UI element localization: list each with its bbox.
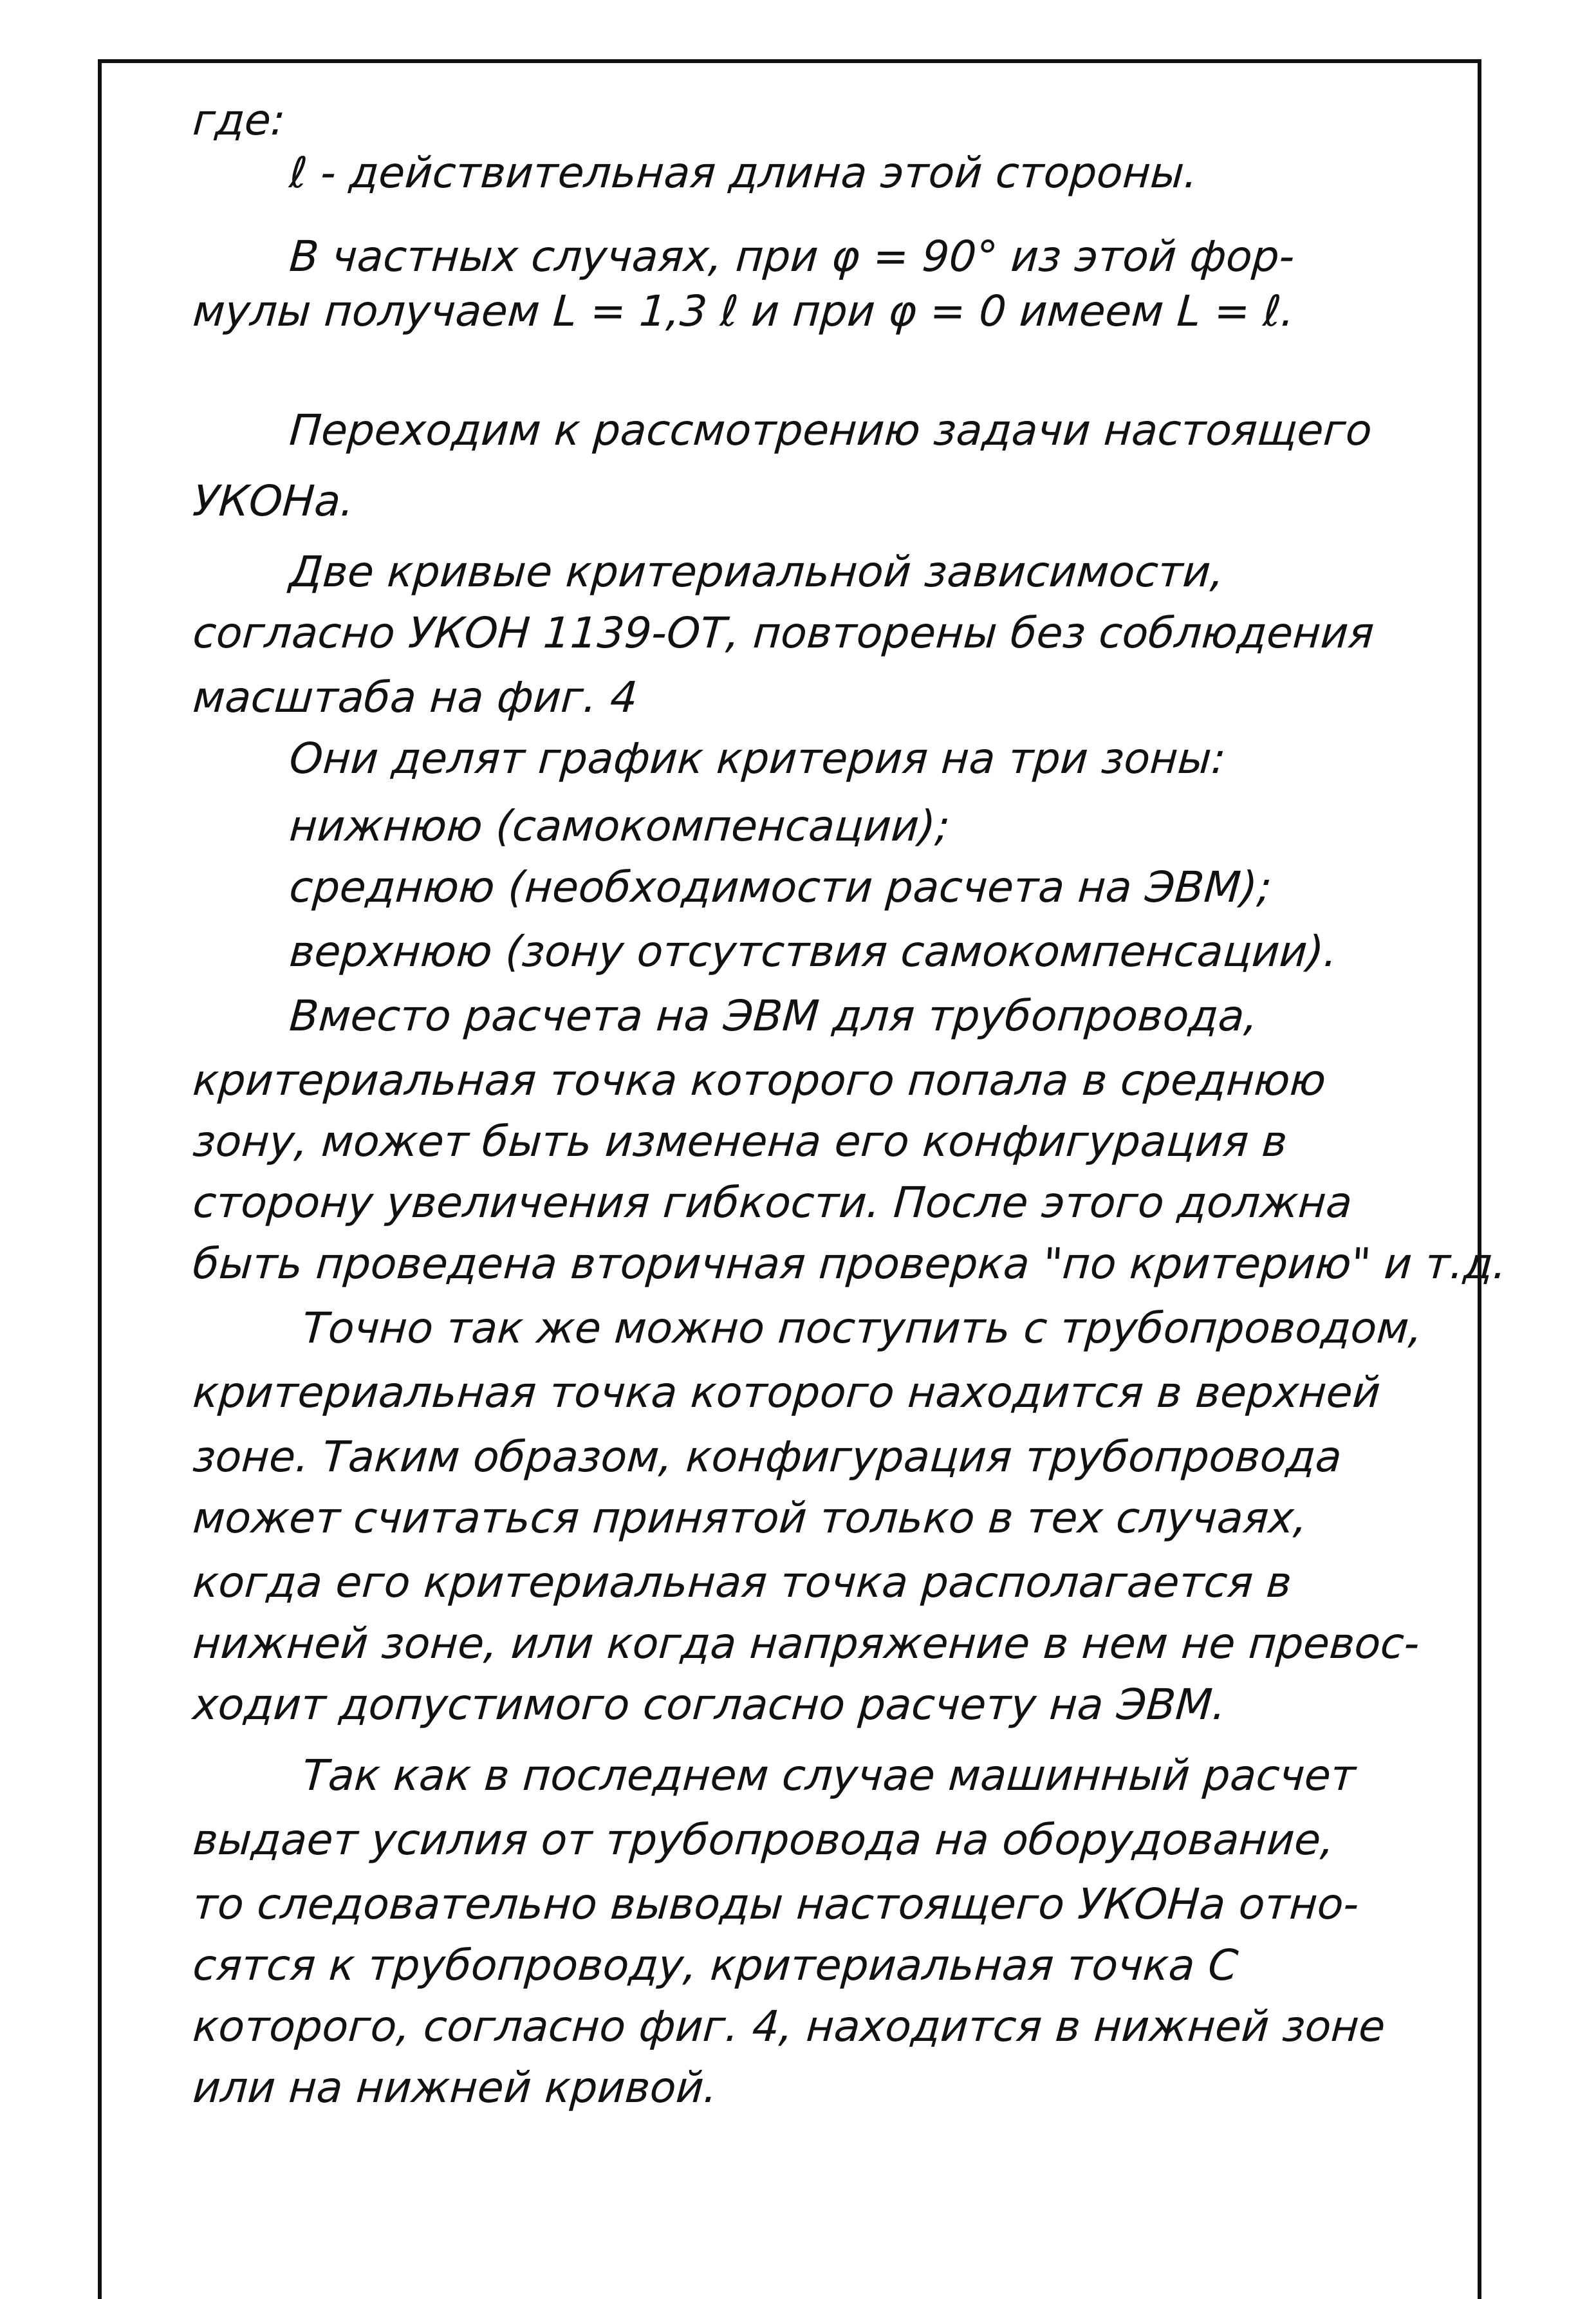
text-line: масштаба на фиг. 4 <box>191 673 640 722</box>
text-line: В частных случаях, при φ = 90° из этой фор- <box>288 232 1297 281</box>
text-line: Вместо расчета на ЭВМ для трубопровода, <box>288 991 1260 1041</box>
text-line: среднюю (необходимости расчета на ЭВМ); <box>288 862 1274 912</box>
text-line: когда его критериальная точка располагается в <box>191 1558 1294 1607</box>
text-line: выдает усилия от трубопровода на оборудование, <box>191 1815 1336 1865</box>
text-line: сятся к трубопроводу, критериальная точка С <box>191 1941 1240 1990</box>
text-line: согласно УКОН 1139-ОТ, повторены без соблюдения <box>191 608 1376 658</box>
text-line: Переходим к рассмотрению задачи настоящего <box>288 405 1374 455</box>
text-line: нижней зоне, или когда напряжение в нем не превос- <box>191 1619 1422 1668</box>
text-line: критериальная точка которого находится в верхней <box>191 1368 1382 1417</box>
text-line: ℓ - действительная длина этой стороны. <box>288 148 1200 198</box>
text-line: может считаться принятой только в тех случаях, <box>191 1493 1310 1543</box>
text-line: зону, может быть изменена его конфигурация в <box>191 1117 1289 1166</box>
text-line: УКОНа. <box>191 476 356 526</box>
text-line: то следовательно выводы настоящего УКОНа отно- <box>191 1879 1361 1929</box>
text-line: или на нижней кривой. <box>191 2063 719 2112</box>
text-line: которого, согласно фиг. 4, находится в нижней зоне <box>191 2002 1387 2051</box>
text-line: быть проведена вторичная проверка "по критерию" и т.д. <box>191 1239 1508 1289</box>
text-line: ходит допустимого согласно расчету на ЭВМ. <box>191 1680 1228 1729</box>
text-line: Две кривые критериальной зависимости, <box>288 547 1226 597</box>
text-line: Так как в последнем случае машинный расчет <box>301 1751 1358 1800</box>
text-line: Точно так же можно поступить с трубопроводом, <box>301 1303 1424 1353</box>
text-line: верхнюю (зону отсутствия самокомпенсации). <box>288 927 1339 976</box>
text-line: мулы получаем L = 1,3 ℓ и при φ = 0 имеем L = ℓ. <box>191 286 1297 336</box>
text-line: нижнюю (самокомпенсации); <box>288 801 952 851</box>
text-line: где: <box>191 95 287 145</box>
text-line: сторону увеличения гибкости. После этого должна <box>191 1178 1354 1227</box>
text-line: Они делят график критерия на три зоны: <box>288 734 1228 783</box>
text-line: зоне. Таким образом, конфигурация трубопровода <box>191 1432 1344 1482</box>
text-line: критериальная точка которого попала в среднюю <box>191 1056 1328 1105</box>
